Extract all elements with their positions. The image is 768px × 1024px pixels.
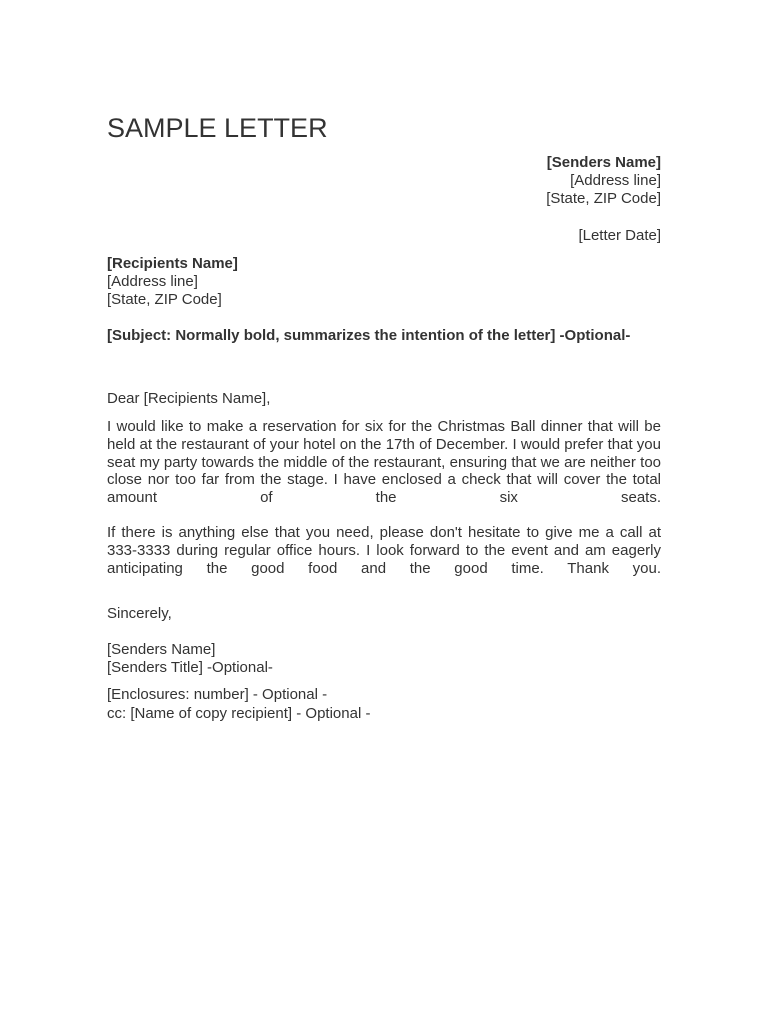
sender-state-zip: [State, ZIP Code]: [546, 189, 661, 207]
letter-page: [107, 0, 661, 1024]
signature-name: [Senders Name]: [107, 641, 216, 658]
subject-line: [Subject: Normally bold, summarizes the intention of the letter] -Optional-: [107, 327, 631, 344]
sender-address-line: [Address line]: [570, 171, 661, 189]
recipient-state-zip: [State, ZIP Code]: [107, 290, 222, 308]
recipient-name: [Recipients Name]: [107, 255, 238, 272]
closing: Sincerely,: [107, 605, 172, 622]
recipient-address-line: [Address line]: [107, 272, 198, 290]
body-paragraph-2: If there is anything else that you need, please don't hesitate to give me a call at 333-3333 during regular office hours. I look forward to the event and am eagerly anticipating the good food and the good time. Thank you.: [107, 524, 661, 577]
salutation: Dear [Recipients Name],: [107, 390, 271, 407]
signature-block: [107, 641, 661, 677]
body-paragraph-1: I would like to make a reservation for six for the Christmas Ball dinner that will be held at the restaurant of your hotel on the 17th of December. I would prefer that you seat my party towards the middle of the restaurant, ensuring that we are neither too close nor too far from the stage. I have enclosed a check that will cover the total amount of the six seats.: [107, 418, 661, 507]
letter-title: SAMPLE LETTER: [107, 113, 328, 143]
sender-name: [Senders Name]: [546, 154, 661, 171]
sender-block: [107, 154, 661, 207]
cc-line: cc: [Name of copy recipient] - Optional -: [107, 705, 371, 722]
signature-title: [Senders Title] -Optional-: [107, 658, 273, 676]
recipient-block: [107, 255, 661, 308]
enclosures-line: [Enclosures: number] - Optional -: [107, 686, 328, 703]
letter-date: [Letter Date]: [578, 227, 661, 244]
